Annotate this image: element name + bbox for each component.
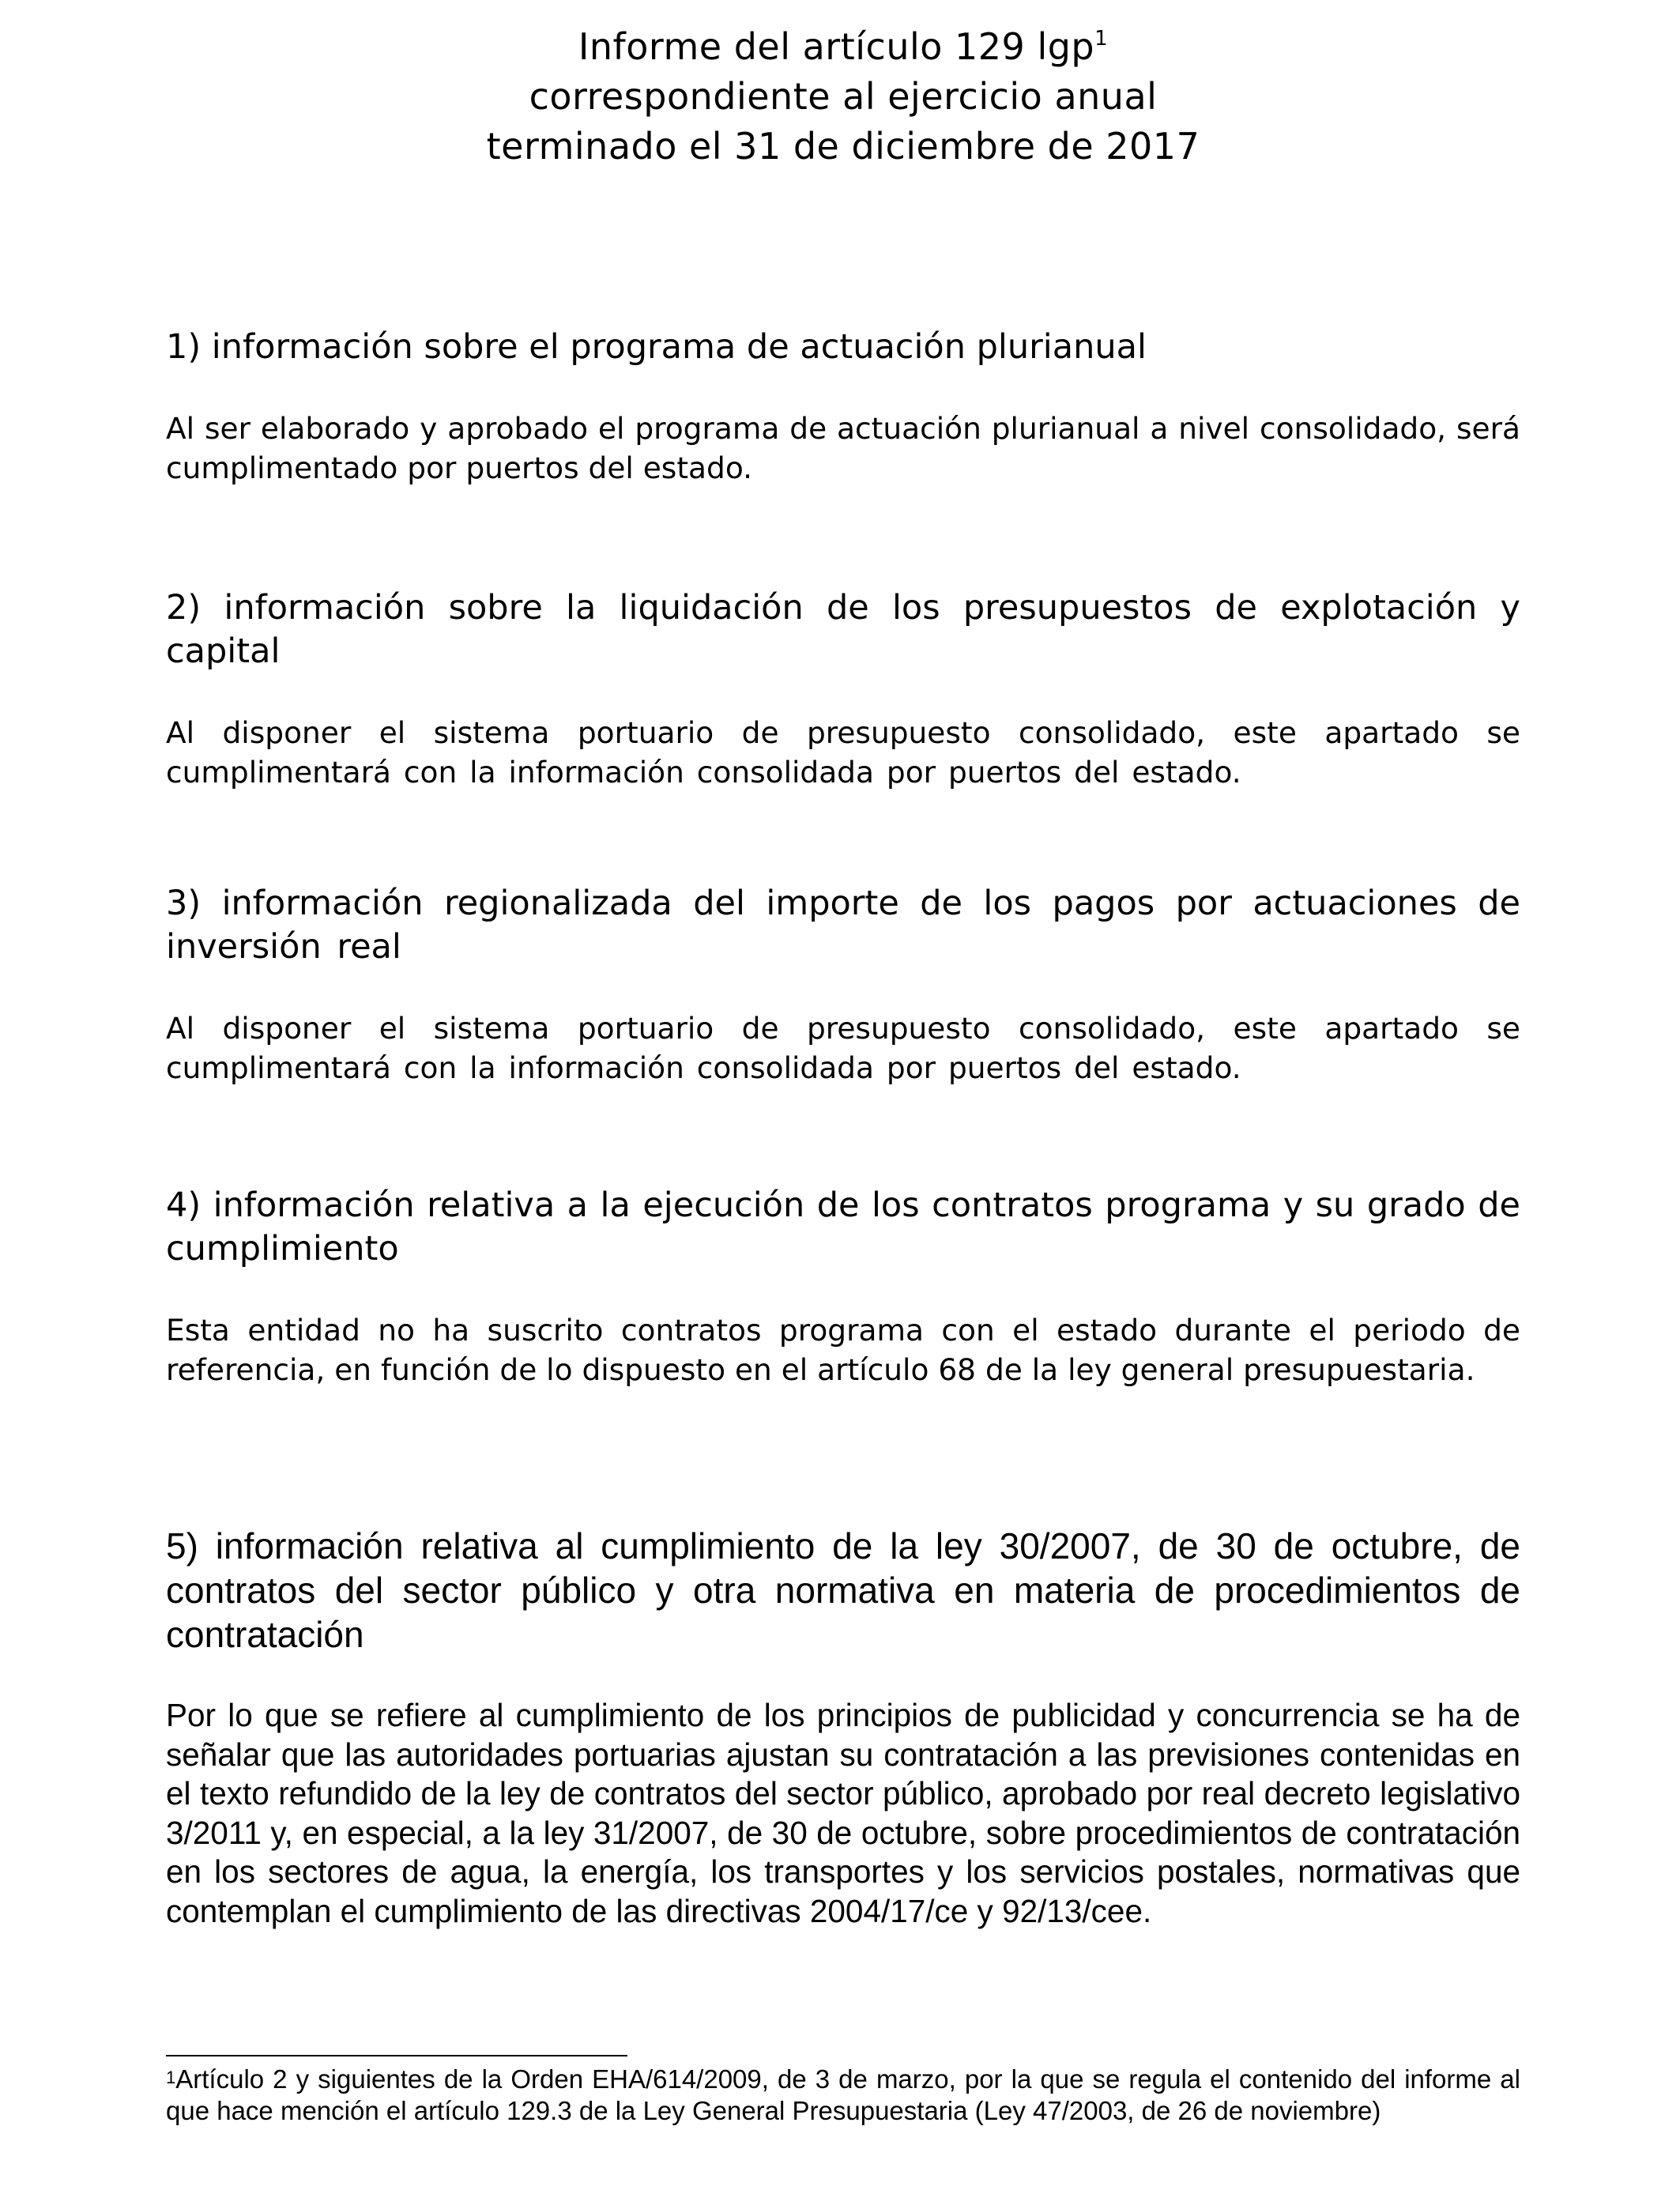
section-body: Al ser elaborado y aprobado el programa de actuación plurianual a nivel consolidado, será cumplimentado por puertos del estado.: [166, 411, 1520, 485]
document-title: [166, 22, 1520, 172]
document-page: [166, 0, 1520, 2194]
title-line-3: terminado el 31 de diciembre de 2017: [486, 125, 1200, 168]
section-body: Al disponer el sistema portuario de presupuesto consolidado, este apartado se cumplimentará con la información consolidada por puertos del estado.: [166, 715, 1520, 790]
footnote-reference: 1: [1094, 27, 1109, 51]
section-heading: 2) información sobre la liquidación de los presupuestos de explotación y capital: [166, 588, 1520, 671]
footnote-text: Artículo 2 y siguientes de la Orden EHA/614/2009, de 3 de marzo, por la que se regula el contenido del informe al que hace mención el artículo 129.3 de la Ley General Presupuestaria (Ley 47/2003, de 26 de noviembre): [166, 2064, 1520, 2125]
section-heading: 1) información sobre el programa de actuación plurianual: [166, 327, 1147, 367]
section-body: Por lo que se refiere al cumplimiento de los principios de publicidad y concurrencia se ha de señalar que las autoridades portuarias ajustan su contratación a las previsiones contenidas en el texto refundido de la ley de contratos del sector público, aprobado por real decreto legislativo 3/2011 y, en especial, a la ley 31/2007, de 30 de octubre, sobre procedimientos de contratación en los sectores de agua, la energía, los transportes y los servicios postales, normativas que contemplan el cumplimiento de las directivas 2004/17/ce y 92/13/cee.: [166, 1697, 1520, 1929]
section-5: [166, 1524, 1520, 1931]
section-body: Esta entidad no ha suscrito contratos programa con el estado durante el periodo de referencia, en función de lo dispuesto en el artículo 68 de la ley general presupuestaria.: [166, 1313, 1520, 1387]
section-2: [166, 586, 1520, 792]
section-heading: 3) información regionalizada del importe de los pagos por actuaciones de inversión real: [166, 884, 1520, 967]
footnote: [166, 2064, 1520, 2127]
section-4: [166, 1184, 1520, 1389]
title-line-1: Informe del artículo 129 lgp$^1$: [578, 25, 1109, 68]
section-1: [166, 326, 1520, 488]
section-body: Al disponer el sistema portuario de presupuesto consolidado, este apartado se cumplimentará con la información consolidada por puertos del estado.: [166, 1011, 1520, 1085]
section-heading: 4) información relativa a la ejecución de los contratos programa y su grado de cumplimiento: [166, 1186, 1520, 1269]
footnote-marker: 1: [166, 2068, 176, 2087]
section-heading: 5) información relativa al cumplimiento de la ley 30/2007, de 30 de octubre, de contratos del sector público y otra normativa en materia de procedimientos de contratación: [166, 1525, 1520, 1655]
title-line-2: correspondiente al ejercicio anual: [529, 75, 1158, 118]
footnote-separator: [166, 2055, 627, 2056]
section-3: [166, 882, 1520, 1088]
